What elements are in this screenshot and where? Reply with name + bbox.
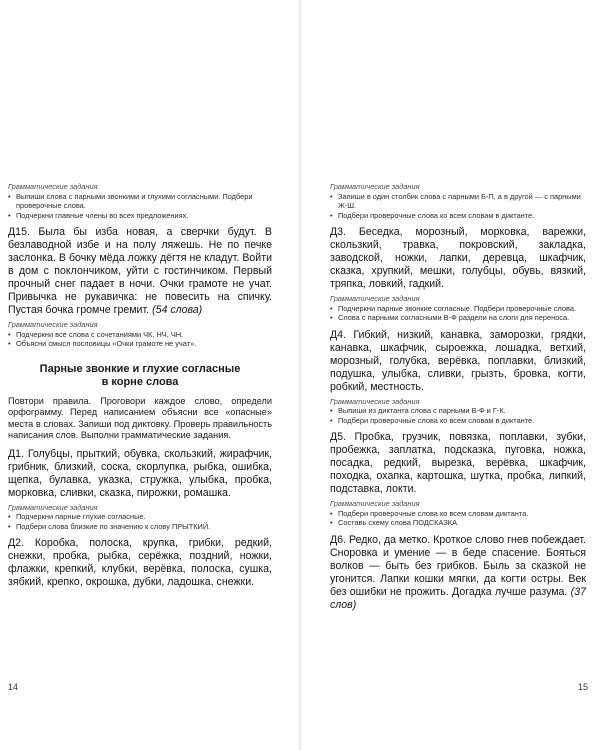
grammar-tasks-label: Грамматические задания (8, 182, 98, 191)
task-item: • Подчеркни главные члены во всех предложениях. (8, 211, 272, 221)
task-item: • Выпиши слова с парными звонкими и глухими согласными. Подбери проверочные слова. (8, 192, 272, 211)
task-item: • Подчеркни все слова с сочетаниями ЧК, НЧ, ЧН. (8, 330, 272, 340)
page-number-left: 14 (8, 682, 19, 692)
task-item: • Объясни смысл пословицы «Очки грамоте не учат». (8, 339, 272, 349)
section-intro: Повтори правила. Проговори каждое слово, определи орфограмму. Перед написанием объясни все «опасные» места в словах. Запиши под диктовку. Проверь правильность написания слов. Выполни грамматические задания. (8, 395, 272, 441)
grammar-tasks-label: Грамматические задания (8, 502, 98, 512)
section-heading-line: в корне слова (101, 376, 179, 388)
dictation-d3: Д3. Беседка, морозный, морковка, варежки, скользкий, травка, покровский, закладка, заводской, ножки, лапки, деревца, шкафчик, сказка, хрупкий, мешки, голубцы, обувь, вязкий, тряпка, ловкий, гадкий. (330, 226, 586, 290)
dictation-text: Д15. Была бы изба новая, а сверчки будут. В безлаводной избе и на полу ляжешь. Не по печке заслонка. В бочку мёда ложку дёгтя не кладут. Войти в дом с поклончиком, уйти с гостинчиком. Первый прочный снег падает в ночи. Очки грамоте не учат. Привычка не рукавичка: не повесить на спичку. Пустая бочка громче гремит. (8, 226, 272, 316)
word-count: (54 слова) (152, 304, 203, 316)
dictation-d4: Д4. Гибкий, низкий, канавка, заморозки, грядки, канавка, шкафчик, сыроежка, лошадка, ветхий, морозный, голубка, верёвка, поплавки, близкий, подушка, улыбка, сливки, грызть, бровка, когти, робкий, местность. (330, 328, 586, 393)
dictation-text: Д6. Редко, да метко. Кроткое слово гнев побеждает. Сноровка и умение — в беде спасение. Бояться волков — быть без грибков. Быль за сказкой не угонится. Лапки кошки мягки, да когти остры. Век без ошибки не прожить. Догадка лучше разума. (330, 533, 586, 598)
grammar-tasks-label: Грамматические задания (330, 396, 420, 406)
task-item: • Подбери проверочные слова ко всем словам в диктанте. (330, 211, 586, 221)
grammar-tasks-label: Грамматические задания (8, 320, 98, 329)
task-item: • Выпиши из диктанта слова с парными В-Ф и Г-К. (330, 406, 586, 416)
word-count: (37 слов) (330, 585, 586, 611)
grammar-tasks-list (8, 192, 272, 221)
dictation-d6 (330, 534, 586, 612)
task-item: • Подбери слова близкие по значению к слову ПРЫТКИЙ. (8, 522, 272, 532)
task-item: • Составь схему слова ПОДСКАЗКА. (330, 518, 586, 528)
task-item: • Подчеркни парные звонкие согласные. Подбери проверочные слова. (330, 304, 586, 314)
task-item: • Подчеркни парные глухие согласные. (8, 512, 272, 522)
grammar-tasks-label: Грамматические задания (330, 499, 420, 508)
dictation-d5: Д5. Пробка, грузчик, повязка, поплавки, зубки, пробежка, заплатка, подсказка, пуговка, ножка, посадка, редкий, вырезка, верёвка, шкафчик, походка, охапка, картошка, шутка, пробка, липкий, подставка, локти. (330, 431, 586, 495)
dictation-d1: Д1. Голубцы, прыткий, обувка, скользкий, жирафчик, грибник, близкий, соска, скорлупка, рыбка, ошибка, щепка, булавка, указка, стружка, улыбка, пробка, морковка, сливки, сказка, пирожки, ромашка. (8, 447, 272, 499)
grammar-tasks-list (330, 192, 586, 221)
grammar-tasks-list (8, 512, 272, 531)
page-number-right: 15 (577, 682, 588, 692)
grammar-tasks-list (330, 509, 586, 528)
section-heading-line: Парные звонкие и глухие согласные (39, 362, 241, 375)
task-item: • Слова с парными согласными В-Ф раздели на слоги для переноса. (330, 313, 586, 323)
dictation-d15 (8, 226, 272, 317)
right-page (300, 0, 600, 750)
dictation-d2: Д2. Коробка, полоска, крупка, грибки, редкий, снежки, пробка, рыбка, серёжка, поздний, ножки, флажки, крепкий, клубки, верёвка, полоска, сушка, зябкий, крепко, окрошка, дубки, ладошка, снежки. (8, 537, 272, 589)
task-item: • Запиши в один столбик слова с парными Б-П, а в другой — с парными Ж-Ш. (330, 192, 586, 211)
task-item: • Подбери проверочные слова ко всем словам в диктанте. (330, 416, 586, 426)
grammar-tasks-label: Грамматические задания (330, 294, 420, 303)
grammar-tasks-list (330, 304, 586, 323)
grammar-tasks-label: Грамматические задания (330, 182, 420, 191)
task-item: • Подбери проверочные слова ко всем словам диктанта. (330, 509, 586, 519)
grammar-tasks-list (330, 406, 586, 425)
grammar-tasks-list (8, 330, 272, 349)
section-heading (8, 363, 272, 390)
